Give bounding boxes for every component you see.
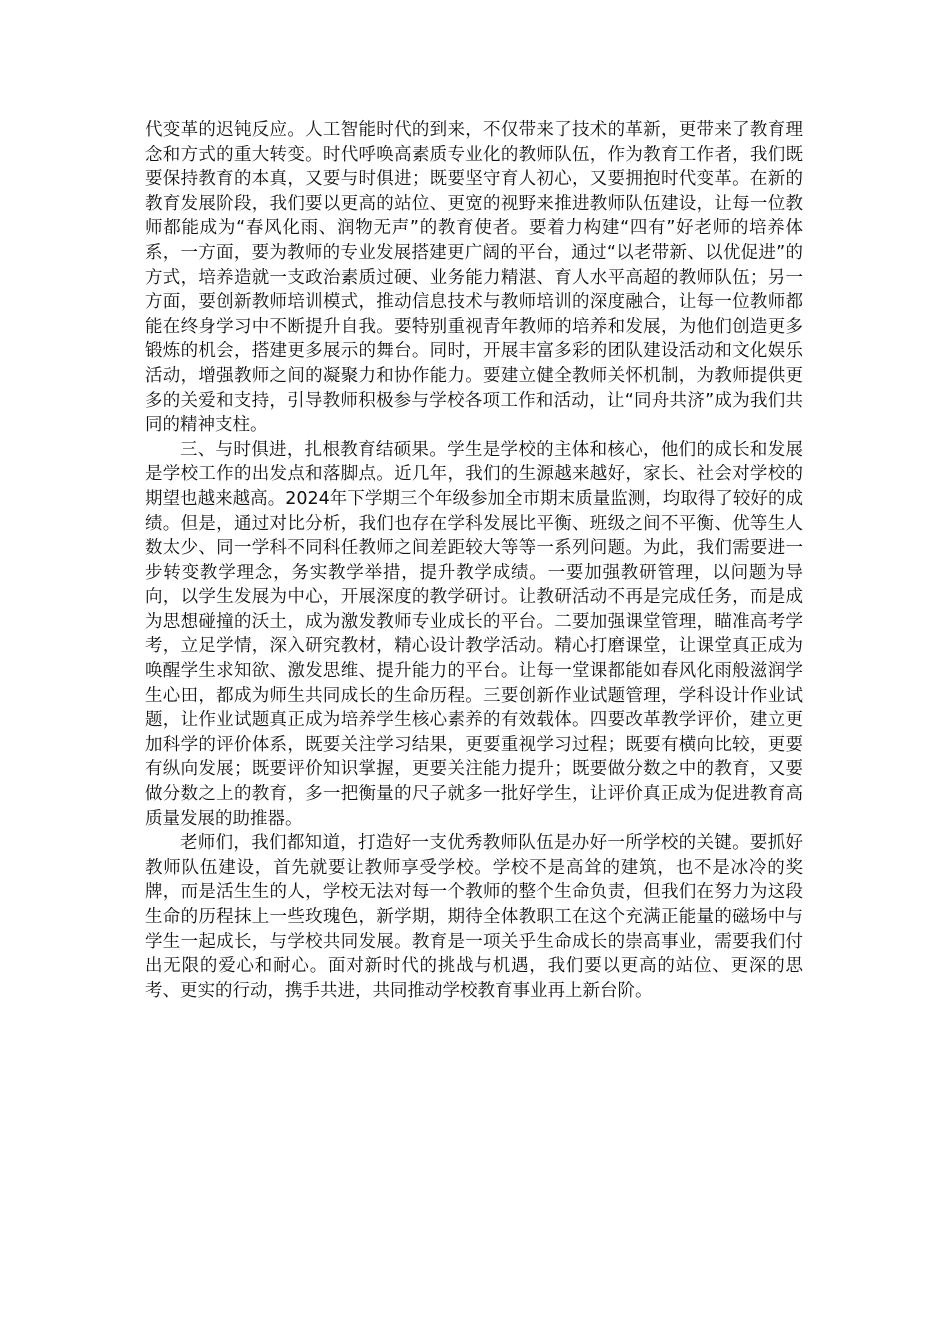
paragraph-teaching-quality: 三、与时俱进，扎根教育结硕果。学生是学校的主体和核心，他们的成长和发展是学校工作的出发点和落脚点。近几年，我们的生源越来越好，家长、社会对学校的期望也越来越高。2024年下学期三个年级参加全市期末质量监测，均取得了较好的成绩。但是，通过对比分析，我们也存在学科发展比平衡、班级之间不平衡、优等生人数太少、同一学科不同科任教师之间差距较大等等一系列问题。为此，我们需要进一步转变教学理念，务实教学举措，提升教学成绩。一要加强教研管理，以问题为导向，以学生发展为中心，开展深度的教学研讨。让教研活动不再是完成任务，而是成为思想碰撞的沃土，成为激发教师专业成长的平台。二要加强课堂管理，瞄准高考学考，立足学情，深入研究教材，精心设计教学活动。精心打磨课堂，让课堂真正成为唤醒学生求知欲、激发思维、提升能力的平台。让每一堂课都能如春风化雨般滋润学生心田，都成为师生共同成长的生命历程。三要创新作业试题管理，学科设计作业试题，让作业试题真正成为培养学生核心素养的有效载体。四要改革教学评价，建立更加科学的评价体系，既要关注学习结果，更要重视学习过程；既要有横向比较，更要有纵向发展；既要评价知识掌握，更要关注能力提升；既要做分数之中的教育，又要做分数之上的教育，多一把衡量的尺子就多一批好学生，让评价真正成为促进教育高质量发展的助推器。 xyxy=(145,439,803,829)
document-body xyxy=(145,118,803,1003)
paragraph-closing: 老师们，我们都知道，打造好一支优秀教师队伍是办好一所学校的关键。要抓好教师队伍建设，首先就要让教师享受学校。学校不是高耸的建筑，也不是冰冷的奖牌，而是活生生的人，学校无法对每一个教师的整个生命负责，但我们在努力为这段生命的历程抹上一些玫瑰色，新学期，期待全体教职工在这个充满正能量的磁场中与学生一起成长，与学校共同发展。教育是一项关乎生命成长的崇高事业，需要我们付出无限的爱心和耐心。面对新时代的挑战与机遇，我们要以更高的站位、更深的思考、更实的行动，携手共进，共同推动学校教育事业再上新台阶。 xyxy=(145,833,803,1001)
paragraph-teacher-team: 代变革的迟钝反应。人工智能时代的到来，不仅带来了技术的革新，更带来了教育理念和方式的重大转变。时代呼唤高素质专业化的教师队伍，作为教育工作者，我们既要保持教育的本真，又要与时俱进；既要坚守育人初心，又要拥抱时代变革。在新的教育发展阶段，我们要以更高的站位、更宽的视野来推进教师队伍建设，让每一位教师都能成为“春风化雨、润物无声”的教育使者。要着力构建“四有”好老师的培养体系，一方面，要为教师的专业发展搭建更广阔的平台，通过“以老带新、以优促进”的方式，培养造就一支政治素质过硬、业务能力精湛、育人水平高超的教师队伍；另一方面，要创新教师培训模式，推动信息技术与教师培训的深度融合，让每一位教师都能在终身学习中不断提升自我。要特别重视青年教师的培养和发展，为他们创造更多锻炼的机会，搭建更多展示的舞台。同时，开展丰富多彩的团队建设活动和文化娱乐活动，增强教师之间的凝聚力和协作能力。要建立健全教师关怀机制，为教师提供更多的关爱和支持，引导教师积极参与学校各项工作和活动，让“同舟共济”成为我们共同的精神支柱。 xyxy=(145,120,803,436)
